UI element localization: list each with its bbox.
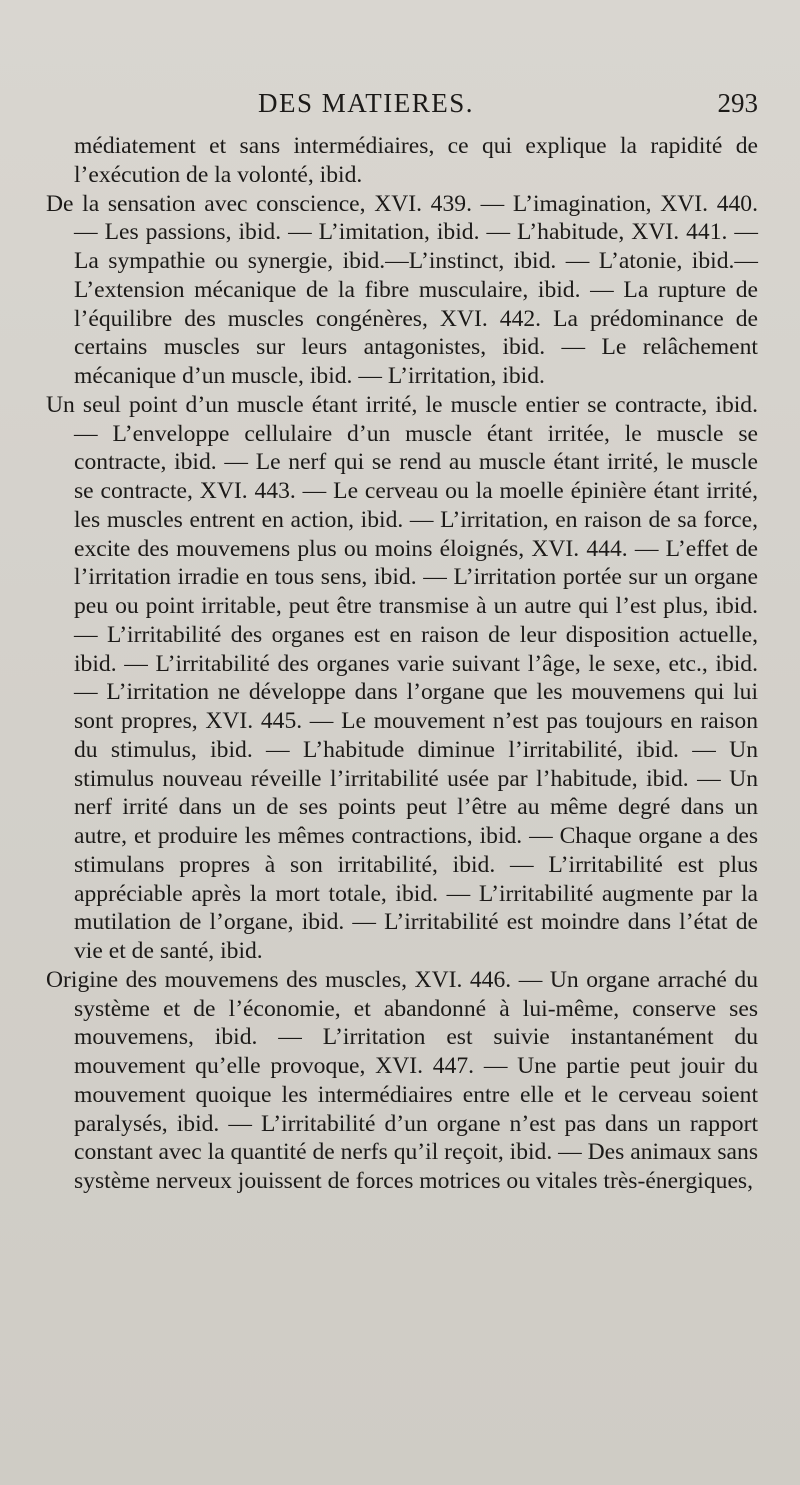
index-entry-continuation: médiatement et sans intermédiaires, ce qui explique la rapidité de l’exécution de la volonté, ibid. xyxy=(74,133,758,188)
page-number: 293 xyxy=(717,88,758,118)
index-entry-origine: Origine des mouvemens des muscles, XVI. 446. — Un organe arraché du système et de l’économie, et abandonné à lui-même, conserve ses mouvemens, ibid. — L’irritation est suivie instantanément du mouvement qu’elle provoque, XVI. 447. — Une partie peut jouir du mouvement quoique les intermédiaires entre elle et le cerveau soient paralysés, ibid. — L’irritabilité d’un organe n’est pas dans un rapport constant avec la quantité de nerfs qu’il reçoit, ibid. — Des animaux sans système nerveux jouissent de forces motrices ou vitales très-énergiques, xyxy=(46,966,759,1194)
index-entry-sensation: De la sensation avec conscience, XVI. 439. — L’imagination, XVI. 440. — Les passions, ibid. — L’imitation, ibid. — L’habitude, XVI. 441. — La sympathie ou synergie, ibid.—L’instinct, ibid. — L’atonie, ibid.— L’extension mécanique de la fibre musculaire, ibid. — La rupture de l’équilibre des muscles congénères, XVI. 442. La prédominance de certains muscles sur leurs antagonistes, ibid. — Le relâchement mécanique d’un muscle, ibid. — L’irritation, ibid. xyxy=(46,190,758,389)
page-header xyxy=(0,88,800,128)
index-body xyxy=(46,132,758,1196)
running-head: DES MATIERES. xyxy=(258,88,475,118)
index-entry-irritation-point: Un seul point d’un muscle étant irrité, le muscle entier se contracte, ibid. — L’enveloppe cellulaire d’un muscle étant irritée, le muscle se contracte, ibid. — Le nerf qui se rend au muscle étant irrité, le muscle se contracte, XVI. 443. — Le cerveau ou la moelle épinière étant irrité, les muscles entrent en action, ibid. — L’irritation, en raison de sa force, excite des mouvemens plus ou moins éloignés, XVI. 444. — L’effet de l’irritation irradie en tous sens, ibid. — L’irritation portée sur un organe peu ou point irritable, peut être transmise à un autre qui l’est plus, ibid. — L’irritabilité des organes est en raison de leur disposition actuelle, ibid. — L’irritabilité des organes varie suivant l’âge, le sexe, etc., ibid. — L’irritation ne développe dans l’organe que les mouvemens qui lui sont propres, XVI. 445. — Le mouvement n’est pas toujours en raison du stimulus, ibid. — L’habitude diminue l’irritabilité, ibid. — Un stimulus nouveau réveille l’irritabilité usée par l’habitude, ibid. — Un nerf irrité dans un de ses points peut l’être au même degré dans un autre, et produire les mêmes contractions, ibid. — Chaque organe a des stimulans propres à son irritabilité, ibid. — L’irritabilité est plus appréciable après la mort totale, ibid. — L’irritabilité augmente par la mutilation de l’organe, ibid. — L’irritabilité est moindre dans l’état de vie et de santé, ibid. xyxy=(46,391,758,964)
